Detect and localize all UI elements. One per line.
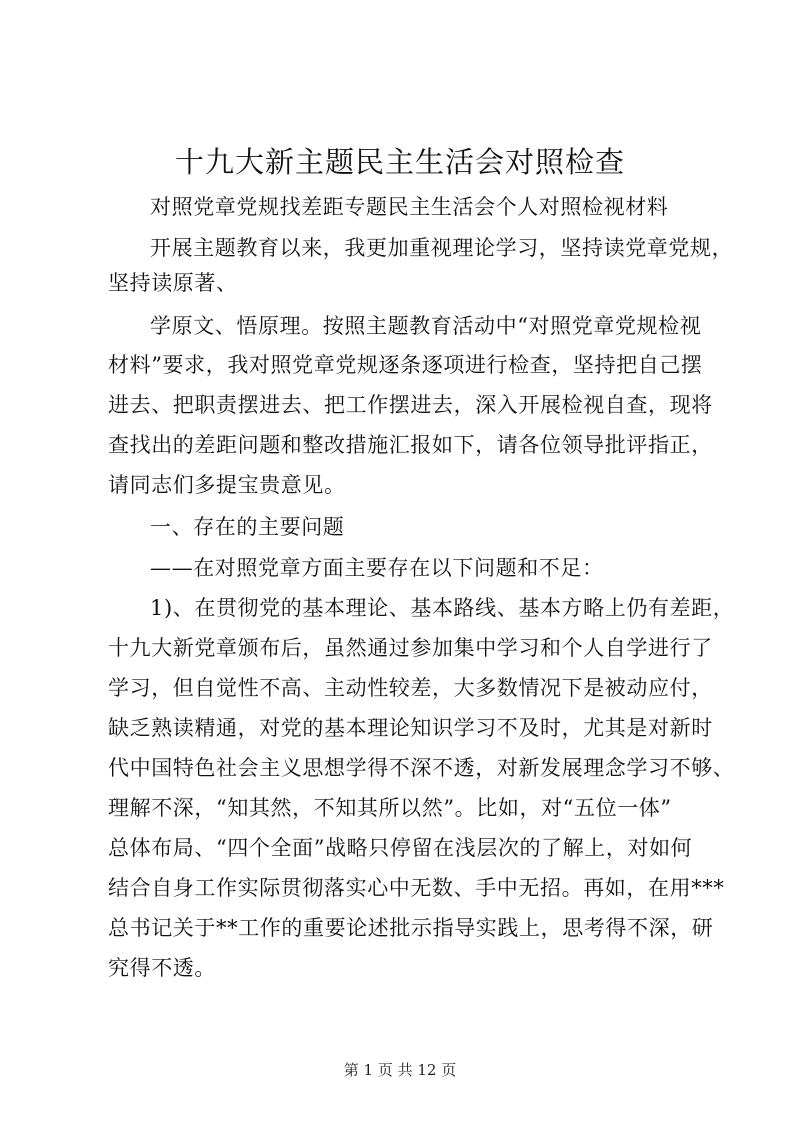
section-heading: 一、存在的主要问题 [150,515,345,539]
body-line: 代中国特色社会主义思想学得不深不透，对新发展理念学习不够、 [108,756,735,780]
body-line: 坚持读原著、 [108,271,238,295]
page-footer: 第 1 页 共 12 页 [343,1061,457,1079]
body-line: 结合自身工作实际贯彻落实心中无数、手中无招。再如，在用*** [108,876,725,900]
body-line: 请同志们多提宝贵意见。 [108,473,346,497]
body-line: 总体布局、“四个全面”战略只停留在浅层次的了解上，对如何 [108,836,693,860]
body-line: 究得不透。 [108,956,216,980]
body-line: 缺乏熟读精通，对党的基本理论知识学习不及时，尤其是对新时 [108,716,713,740]
body-line: ——在对照党章方面主要存在以下问题和不足： [150,556,604,580]
body-line: 查找出的差距问题和整改措施汇报如下，请各位领导批评指正， [108,433,713,457]
body-line: 开展主题教育以来，我更加重视理论学习，坚持读党章党规， [150,236,734,260]
body-line: 理解不深，“知其然，不知其所以然”。比如，对“五位一体” [108,796,672,820]
body-line: 进去、把职责摆进去、把工作摆进去，深入开展检视自查，现将 [108,393,713,417]
body-line: 1)、在贯彻党的基本理论、基本路线、基本方略上仍有差距， [150,596,735,620]
subtitle-line: 对照党章党规找差距专题民主生活会个人对照检视材料 [150,195,669,219]
body-line: 材料”要求，我对照党章党规逐条逐项进行检查，坚持把自己摆 [108,353,703,377]
body-line: 学习，但自觉性不高、主动性较差，大多数情况下是被动应付， [108,676,713,700]
body-line: 学原文、悟原理。按照主题教育活动中“对照党章党规检视 [150,314,702,338]
body-line: 总书记关于**工作的重要论述批示指导实践上，思考得不深，研 [108,916,714,940]
body-line: 十九大新党章颁布后，虽然通过参加集中学习和个人自学进行了 [108,636,713,660]
document-title: 十九大新主题民主生活会对照检查 [174,145,625,179]
